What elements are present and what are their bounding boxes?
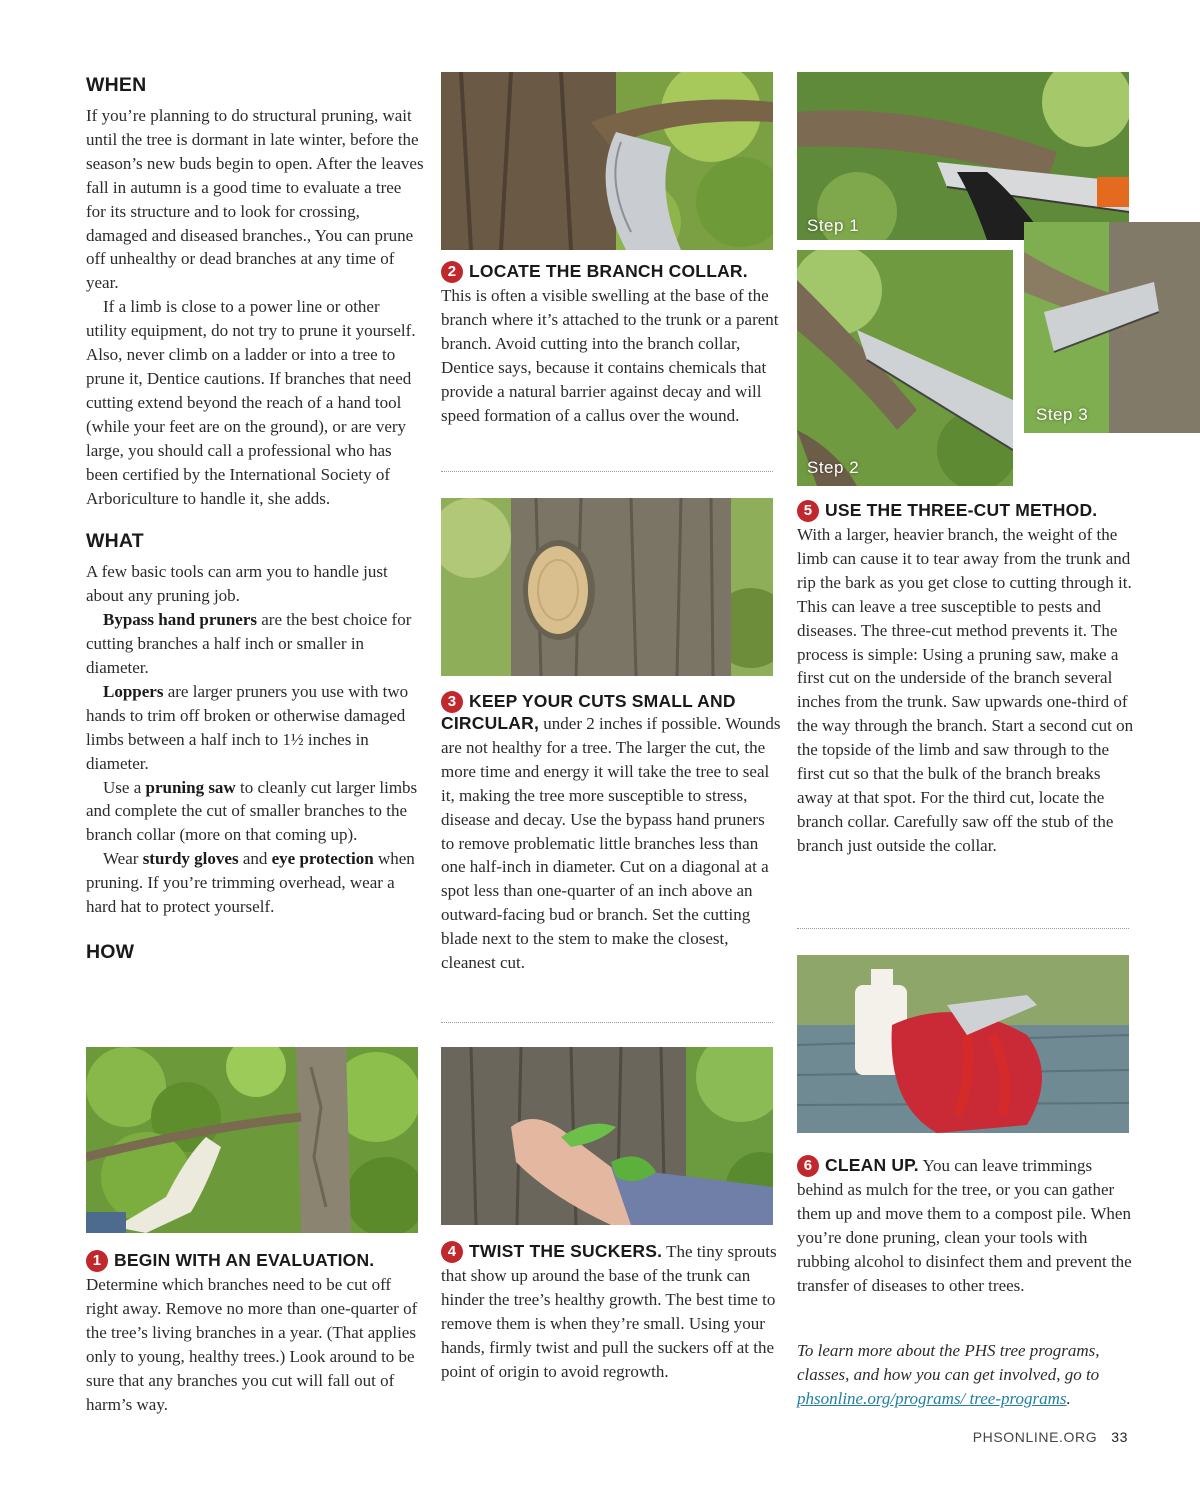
step-6-text: You can leave trimmings behind as mulch for the tree, or you can gather them up and move them to a compost pile. When you’re done pruning, clean your tools with rubbing alcohol to disinfect them and prevent the transfer of diseases to other trees.	[797, 1156, 1132, 1295]
eye-protection-term: eye protection	[271, 849, 374, 869]
when-paragraph-2: If a limb is close to a power line or other utility equipment, do not try to prune it yourself. Also, never climb on a ladder or into a tree to prune it, Dentice cautions. If branches that need cutting extend beyond the reach of a hand tool (while your feet are on the ground), or are very large, you should call a professional who has been certified by the International Society of Arboriculture to handle it, she adds.	[86, 297, 416, 508]
step-2-title: LOCATE THE BRANCH COLLAR.	[469, 261, 748, 281]
photo-saw-step-1	[797, 72, 1129, 240]
step-2-number: 2	[441, 261, 463, 283]
divider-2	[441, 1022, 773, 1023]
column-left	[86, 72, 424, 964]
step-3-title-line2: CIRCULAR,	[441, 713, 540, 733]
step-4-number: 4	[441, 1241, 463, 1263]
step-1-text: Determine which branches need to be cut off right away. Remove no more than one-quarter of the tree’s living branches in a year. (That applies only to young, healthy trees.) Look around to be sure that any branches you cut will fall out of harm’s way.	[86, 1275, 418, 1414]
bypass-pruners-term: Bypass hand pruners	[103, 610, 258, 630]
step-3-label: Step 3	[1036, 405, 1089, 424]
step-4-text: The tiny sprouts that show up around the base of the trunk can hinder the tree’s healthy growth. The best time to remove them is when they’re small. Using your hands, firmly twist and pull the suckers off at the point of origin to avoid regrowth.	[441, 1242, 777, 1381]
step-1-title: BEGIN WITH AN EVALUATION.	[114, 1250, 375, 1270]
step-6-title: CLEAN UP.	[825, 1155, 919, 1175]
photo-suckers	[441, 1047, 773, 1225]
step-3-number: 3	[441, 691, 463, 713]
pruning-saw-term: pruning saw	[145, 777, 236, 797]
site-name: PHSONLINE.ORG	[972, 1429, 1098, 1445]
step-3	[441, 691, 781, 975]
photo-evaluation	[86, 1047, 418, 1233]
step-4	[441, 1240, 781, 1383]
learn-more-text: To learn more about the PHS tree programs, classes, and how you can get involved, go to	[797, 1341, 1100, 1384]
what-paragraph-loppers: Loppers are larger pruners you use with two hands to trim off broken or otherwise damaged limbs between a half inch to 1½ inches in diameter.	[86, 681, 409, 773]
step-3-text: CIRCULAR, under 2 inches if possible. Wounds are not healthy for a tree. The larger the cut, the more time and energy it will take the tree to seal it, making the tree more susceptible to stress, disease and decay. Use the bypass hand pruners to remove problematic little branches less than one half-inch in diameter. Cut on a diagonal at a spot less than one-quarter of an inch above an outward-facing bud or branch. Set the cutting blade next to the stem to make the closest, cleanest cut.	[441, 713, 781, 973]
how-heading: HOW	[86, 941, 135, 963]
step-5-number: 5	[797, 500, 819, 522]
what-paragraph-gloves: Wear sturdy gloves and eye protection when pruning. If you’re trimming overhead, wear a hard hat to protect yourself.	[86, 849, 415, 917]
tree-programs-link[interactable]: phsonline.org/programs/ tree-programs	[797, 1388, 1067, 1408]
photo-branch-collar	[441, 72, 773, 250]
gloves-term: sturdy gloves	[142, 849, 239, 869]
step-1	[86, 1250, 426, 1416]
what-paragraph-saw: Use a pruning saw to cleanly cut larger limbs and complete the cut of smaller branches to the branch collar (more on that coming up).	[86, 777, 418, 845]
step-5-title: USE THE THREE-CUT METHOD.	[825, 500, 1098, 520]
what-heading: WHAT	[86, 530, 144, 553]
step-6	[797, 1154, 1137, 1297]
when-heading: WHEN	[86, 74, 147, 96]
photo-circular-cut	[441, 498, 773, 676]
step-3-title-line1: KEEP YOUR CUTS SMALL AND	[469, 691, 736, 711]
step-2-label: Step 2	[807, 458, 860, 477]
step-6-number: 6	[797, 1155, 819, 1177]
photo-saw-step-3	[1024, 222, 1200, 433]
step-4-title: TWIST THE SUCKERS.	[469, 1241, 663, 1261]
learn-more: To learn more about the PHS tree programs, classes, and how you can get involved, go to phsonline.org/programs/ tree-programs.	[797, 1341, 1100, 1408]
step-1-number: 1	[86, 1250, 108, 1272]
step-5-text: With a larger, heavier branch, the weight of the limb can cause it to tear away from the trunk and rip the bark as you get close to cutting through it. This can leave a tree susceptible to pests and diseases. The three-cut method prevents it. The process is simple: Using a pruning saw, make a first cut on the underside of the branch several inches from the trunk. Saw upwards one-third of the way through the branch. Start a second cut on the topside of the limb and saw through to the first cut so that the bulk of the branch breaks away at that spot. For the third cut, locate the branch collar. Carefully saw off the stub of the branch just outside the collar.	[797, 525, 1134, 855]
divider-3	[797, 928, 1129, 929]
divider-1	[441, 471, 773, 472]
step-2	[441, 261, 781, 427]
step-1-label: Step 1	[807, 216, 860, 235]
step-2-text: This is often a visible swelling at the base of the branch where it’s attached to the trunk or a parent branch. Avoid cutting into the branch collar, Dentice says, because it contains chemicals that provide a natural barrier against decay and will speed formation of a callus over the wound.	[441, 286, 779, 425]
when-paragraph-1: If you’re planning to do structural pruning, wait until the tree is dormant in late winter, before the season’s new buds begin to open. After the leaves fall in autumn is a good time to evaluate a tree for its structure and to look for crossing, damaged and diseased branches., You can prune off unhealthy or dead branches at any time of year.	[86, 106, 424, 293]
page-footer	[973, 1429, 1128, 1445]
loppers-term: Loppers	[103, 681, 164, 701]
what-paragraph-1: A few basic tools can arm you to handle just about any pruning job.	[86, 562, 388, 606]
photo-saw-step-2	[797, 250, 1013, 486]
step-5	[797, 500, 1137, 858]
photo-clean-up	[797, 955, 1129, 1133]
what-paragraph-pruners: Bypass hand pruners are the best choice for cutting branches a half inch or smaller in diameter.	[86, 610, 412, 678]
page-number: 33	[1111, 1429, 1128, 1445]
